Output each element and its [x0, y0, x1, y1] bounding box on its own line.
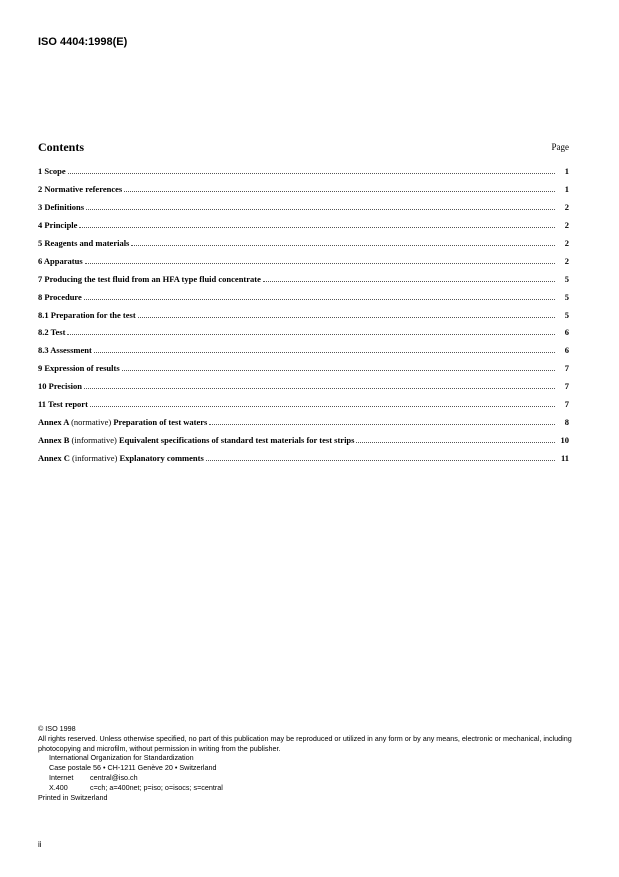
toc-entry-number: 8.1 — [38, 309, 49, 320]
toc-entry-text: Principle — [44, 219, 78, 230]
toc-entry-number: 10 — [38, 381, 47, 392]
toc-leader-dots — [138, 311, 555, 318]
toc-leader-dots — [94, 346, 555, 353]
organization-address: Case postale 56 • CH-1211 Genève 20 • Switzerland — [49, 763, 217, 773]
toc-entry-page: 5 — [564, 273, 569, 284]
toc-entry-page: 6 — [564, 327, 569, 338]
toc-entry-page: 6 — [564, 345, 569, 356]
toc-entry[interactable] — [38, 166, 569, 184]
toc-entry-text: Preparation for the test — [50, 309, 136, 320]
toc-entry-title — [38, 399, 88, 409]
toc-entry-title — [38, 256, 83, 266]
toc-entry[interactable] — [38, 238, 569, 256]
toc-leader-dots — [84, 293, 555, 300]
toc-leader-dots — [67, 328, 555, 335]
contents-heading: Contents — [38, 140, 85, 154]
toc-leader-dots — [263, 275, 555, 282]
toc-leader-dots — [206, 454, 555, 461]
toc-entry[interactable] — [38, 381, 569, 399]
toc-entry[interactable] — [38, 274, 569, 292]
x400-line — [38, 783, 578, 793]
toc-entry-title — [38, 381, 82, 391]
toc-leader-dots — [90, 400, 555, 407]
toc-entry-page: 7 — [564, 363, 569, 374]
toc-entry-title — [38, 220, 77, 230]
toc-entry-text: Equivalent specifications of standard test materials for test strips — [119, 435, 355, 446]
toc-entry-text: Expression of results — [44, 363, 120, 374]
toc-entry-page: 5 — [564, 291, 569, 302]
toc-entry-text: Apparatus — [43, 255, 83, 266]
toc-entry-title — [38, 345, 92, 355]
toc-entry-annex-type: (normative) — [71, 417, 112, 428]
toc-entry-number: 6 — [38, 255, 43, 266]
toc-entry[interactable] — [38, 310, 569, 328]
toc-entry-text: Test report — [48, 399, 88, 410]
internet-value: central@iso.ch — [90, 772, 138, 782]
toc-entry-number: 9 — [38, 363, 43, 374]
toc-entry-text: Reagents and materials — [44, 237, 130, 248]
toc-entry-number: 8.2 — [38, 327, 49, 338]
toc-entry-page: 8 — [564, 417, 569, 428]
page-number: ii — [38, 840, 42, 849]
toc-entry-title — [38, 363, 120, 373]
toc-entry-annex-type: (informative) — [71, 435, 117, 446]
toc-entry-title — [38, 202, 84, 212]
toc-entry[interactable] — [38, 202, 569, 220]
copyright-line: © ISO 1998 — [38, 724, 76, 733]
toc-entry-page: 2 — [564, 219, 569, 230]
x400-label: X.400 — [49, 782, 68, 792]
toc-entry-text: Procedure — [44, 291, 82, 302]
toc-entry-page: 5 — [564, 309, 569, 320]
toc-entry[interactable] — [38, 345, 569, 363]
toc-leader-dots — [85, 257, 555, 264]
x400-value: c=ch; a=400net; p=iso; o=isocs; s=central — [90, 782, 223, 792]
toc-entry-title — [38, 166, 66, 176]
toc-entry-title — [38, 435, 354, 445]
toc-leader-dots — [124, 185, 555, 192]
toc-entry[interactable] — [38, 363, 569, 381]
toc-entry-number: 8.3 — [38, 345, 49, 356]
copyright-notice — [38, 724, 578, 802]
toc-entry-page: 2 — [564, 255, 569, 266]
toc-entry-title — [38, 274, 261, 284]
toc-entry-text: Preparation of test waters — [113, 417, 208, 428]
toc-entry-number: 8 — [38, 291, 43, 302]
toc-entry-text: Normative references — [44, 183, 123, 194]
toc-entry-title — [38, 292, 82, 302]
toc-entry-text: Scope — [44, 166, 66, 176]
toc-entry-number: 5 — [38, 237, 43, 248]
toc-entry-page: 11 — [560, 453, 569, 463]
toc-entry-title — [38, 453, 204, 463]
toc-entry-page: 2 — [564, 201, 569, 212]
toc-entry[interactable] — [38, 220, 569, 238]
toc-entry-title — [38, 238, 129, 248]
toc-leader-dots — [131, 239, 555, 246]
toc-entry[interactable] — [38, 453, 569, 471]
toc-entry-text: Explanatory comments — [119, 453, 204, 463]
toc-entry-text: Definitions — [44, 201, 85, 212]
toc-leader-dots — [79, 221, 555, 228]
toc-entry-number: 11 — [38, 399, 47, 410]
toc-entry-text: Test — [50, 327, 66, 338]
toc-entry-number: 2 — [38, 183, 43, 194]
toc-entry-text: Assessment — [50, 345, 92, 356]
toc-entry-number: 4 — [38, 219, 43, 230]
document-id: ISO 4404:1998(E) — [38, 36, 128, 48]
toc-entry-page: 1 — [564, 183, 569, 194]
toc-leader-dots — [356, 436, 555, 443]
toc-entry-text: Producing the test fluid from an HFA type fluid concentrate — [44, 273, 261, 284]
toc-entry-number: 3 — [38, 201, 43, 212]
toc-leader-dots — [68, 167, 555, 174]
page-column-label: Page — [551, 142, 569, 152]
toc-entry[interactable] — [38, 184, 569, 202]
toc-entry[interactable] — [38, 256, 569, 274]
toc-entry-text: Precision — [48, 381, 82, 392]
toc-leader-dots — [86, 203, 555, 210]
toc-entry-page: 7 — [564, 381, 569, 392]
printed-in: Printed in Switzerland — [38, 792, 108, 802]
toc-entry-number: 7 — [38, 273, 43, 284]
internet-line — [38, 773, 578, 783]
toc-entry[interactable] — [38, 435, 569, 453]
toc-entry-number: Annex C — [38, 453, 70, 463]
toc-leader-dots — [84, 382, 555, 389]
toc-entry-page: 2 — [564, 237, 569, 248]
toc-leader-dots — [209, 418, 555, 425]
toc-entry-page: 7 — [564, 399, 569, 410]
toc-entry-annex-type: (informative) — [72, 453, 118, 463]
toc-entry-title — [38, 184, 122, 194]
toc-entry-title — [38, 417, 207, 427]
table-of-contents — [38, 166, 569, 471]
toc-entry-title — [38, 327, 65, 337]
toc-entry[interactable] — [38, 417, 569, 435]
toc-entry-page: 10 — [560, 435, 569, 446]
organization-name: International Organization for Standardization — [49, 753, 194, 763]
toc-entry-title — [38, 310, 136, 320]
toc-entry-number: Annex A — [38, 417, 69, 428]
toc-entry-number: Annex B — [38, 435, 70, 446]
toc-entry-page: 1 — [564, 166, 569, 176]
toc-leader-dots — [122, 364, 555, 371]
toc-entry-number: 1 — [38, 166, 43, 176]
internet-label: Internet — [49, 772, 74, 782]
toc-entry[interactable] — [38, 292, 569, 310]
toc-entry[interactable] — [38, 399, 569, 417]
rights-statement: All rights reserved. Unless otherwise specified, no part of this publication may be reproduced or utilized in any form or by any means, electronic or mechanical, including photocopying and microfilm, without permission in writing from the publisher. — [38, 733, 572, 753]
toc-entry[interactable] — [38, 327, 569, 345]
